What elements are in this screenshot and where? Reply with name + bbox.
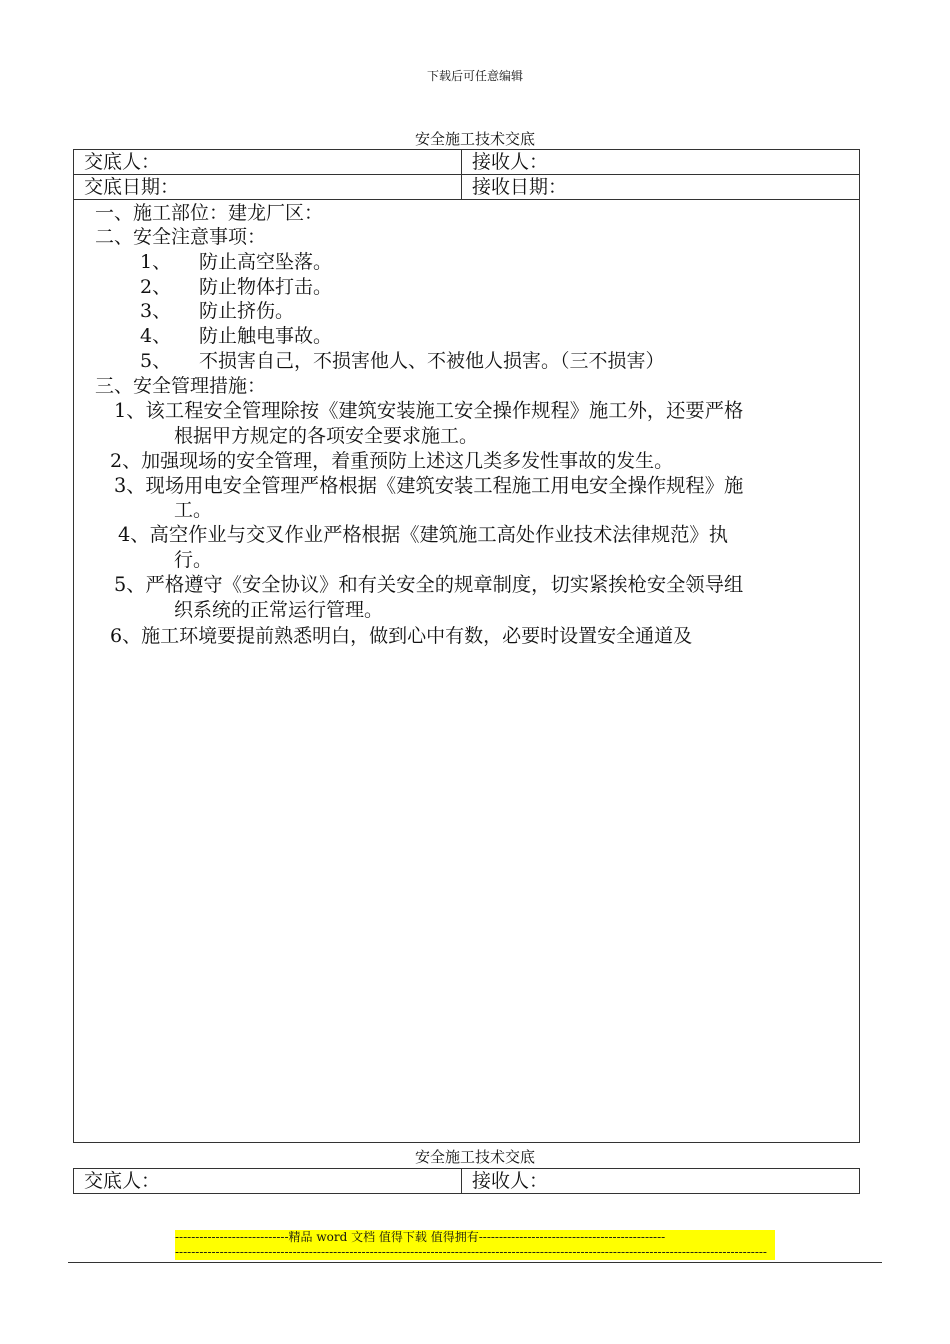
- section-safety-measures: 三、安全管理措施：: [95, 375, 267, 397]
- list-number: 1、: [140, 251, 172, 273]
- bottom-rule: [68, 1262, 882, 1263]
- list-item: 防止高空坠落。: [199, 251, 333, 273]
- measure-item: 5、严格遵守《安全协议》和有关安全的规章制度，切实紧挨枪安全领导组: [114, 573, 744, 596]
- receiver-field[interactable]: 接收人：: [462, 150, 860, 175]
- content-cell: [74, 200, 860, 1143]
- list-item: 防止挤伤。: [199, 300, 295, 322]
- section-safety-notes: 二、安全注意事项：: [95, 226, 267, 248]
- list-item: 防止触电事故。: [199, 325, 333, 347]
- measure-item: 6、施工环境要提前熟悉明白，做到心中有数，必要时设置安全通道及: [110, 625, 693, 647]
- list-item: 不损害自己，不损害他人、不被他人损害。（三不损害）: [199, 350, 665, 372]
- section-location: 一、施工部位：建龙厂区：: [95, 202, 324, 224]
- measure-item-continued: 根据甲方规定的各项安全要求施工。: [174, 425, 479, 447]
- receiver-field-2[interactable]: 接收人：: [462, 1169, 860, 1194]
- disclosure-form: [73, 149, 860, 1143]
- form-title-2: 安全施工技术交底: [414, 1148, 535, 1166]
- measure-item: 3、现场用电安全管理严格根据《建筑安装工程施工用电安全操作规程》施: [114, 474, 744, 497]
- measure-item-continued: 工。: [174, 499, 213, 521]
- measure-item-continued: 行。: [174, 549, 213, 571]
- measure-item: 4、高空作业与交叉作业严格根据《建筑施工高处作业技术法律规范》执: [118, 523, 728, 546]
- list-number: 3、: [140, 300, 172, 322]
- discloser-field[interactable]: 交底人：: [74, 150, 462, 175]
- discloser-field-2[interactable]: 交底人：: [74, 1169, 462, 1194]
- measure-item: 1、该工程安全管理除按《建筑安装施工安全操作规程》施工外，还要严格: [114, 399, 744, 422]
- footer-banner-line-1: ----------------------------精品 word 文档 值得下载 值得拥有----------------------------------------------: [175, 1230, 775, 1245]
- disclosure-form-2: [73, 1168, 860, 1194]
- list-item: 防止物体打击。: [199, 276, 333, 298]
- disclose-date-field[interactable]: 交底日期：: [74, 175, 462, 200]
- list-number: 5、: [140, 350, 172, 372]
- measure-item: 2、加强现场的安全管理，着重预防上述这几类多发性事故的发生。: [110, 450, 674, 472]
- list-number: 4、: [140, 325, 172, 347]
- footer-banner-line-2: --------------------------------------------------------------------------------------------------------------------------------------------------: [175, 1245, 775, 1260]
- list-number: 2、: [140, 276, 172, 298]
- header-note: 下载后可任意编辑: [426, 69, 523, 83]
- measure-item-continued: 织系统的正常运行管理。: [174, 599, 384, 621]
- receive-date-field[interactable]: 接收日期：: [462, 175, 860, 200]
- form-title: 安全施工技术交底: [414, 130, 535, 148]
